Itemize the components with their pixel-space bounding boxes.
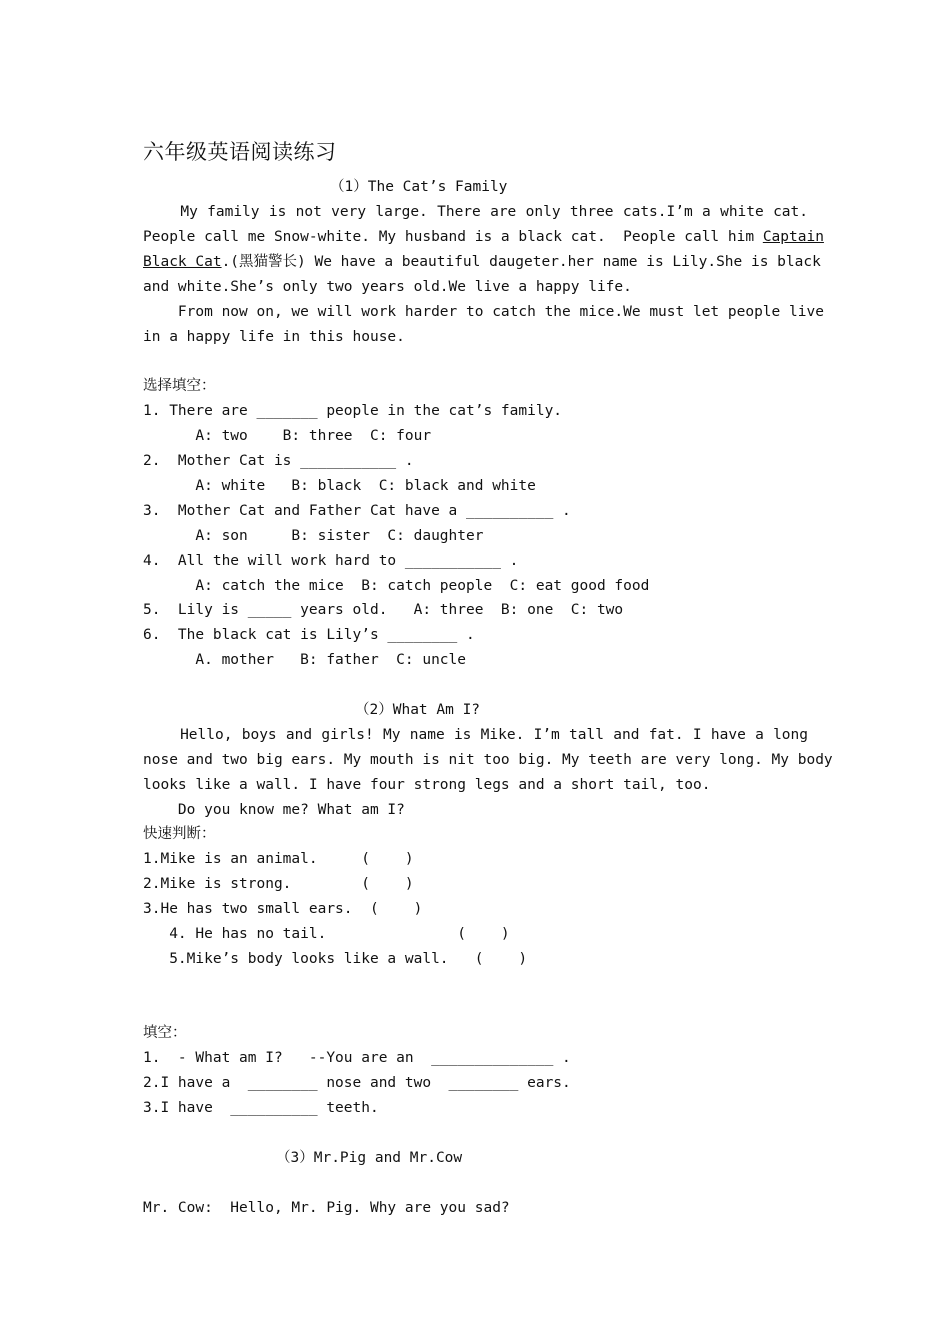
tf-question-2: 2.Mike is strong. ( ) [143,876,414,892]
question-4: 4. All the will work hard to ___________ . [143,553,519,569]
question-4-options: A: catch the mice B: catch people C: eat good food [143,578,650,594]
captain-underlined: Captain [762,229,824,245]
fill-question-3: 3.I have __________ teeth. [143,1100,379,1116]
fill-blank-label: 填空： [143,1025,187,1041]
section1-para1-line4: and white.She’s only two years old.We live a happy life. [143,279,632,295]
question-1: 1. There are _______ people in the cat’s family. [143,403,563,419]
section1-para1-line3 [143,252,821,272]
section2-heading: （2）What Am I? [355,702,481,718]
section1-para2-line1: From now on, we will work harder to catch the mice.We must let people live [143,304,824,320]
question-3: 3. Mother Cat and Father Cat have a __________ . [143,503,571,519]
question-2-options: A: white B: black C: black and white [143,478,536,494]
section2-para2: Do you know me? What am I? [143,802,405,818]
tf-question-5: 5.Mike’s body looks like a wall. ( ) [143,951,528,967]
tf-question-3: 3.He has two small ears. ( ) [143,901,423,917]
black-cat-underlined: Black Cat [143,254,222,270]
section1-para1-line2-text: People call me Snow-white. My husband is a black cat. People call him [143,229,763,245]
question-3-options: A: son B: sister C: daughter [143,528,484,544]
question-6: 6. The black cat is Lily’s ________ . [143,627,475,643]
section1-para1-line2 [143,227,824,247]
fill-question-1: 1. - What am I? --You are an ______________ . [143,1050,571,1066]
question-5: 5. Lily is _____ years old. A: three B: one C: two [143,602,624,618]
section3-heading: （3）Mr.Pig and Mr.Cow [276,1150,463,1166]
true-false-label: 快速判断： [143,826,216,842]
section2-para1-line2: nose and two big ears. My mouth is nit too big. My teeth are very long. My body [143,752,833,768]
question-1-options: A: two B: three C: four [143,428,432,444]
question-2: 2. Mother Cat is ___________ . [143,453,414,469]
section1-para1-line3-text: .(黑猫警长) We have a beautiful daugeter.her name is Lily.She is black [221,254,821,270]
section2-para1-line1: Hello, boys and girls! My name is Mike. I’m tall and fat. I have a long [143,727,808,743]
section1-para1-line1: My family is not very large. There are only three cats.I’m a white cat. [143,204,808,220]
dialogue-line-1: Mr. Cow: Hello, Mr. Pig. Why are you sad? [143,1200,510,1216]
section1-para2-line2: in a happy life in this house. [143,329,405,345]
multiple-choice-label: 选择填空： [143,378,216,394]
question-6-options: A. mother B: father C: uncle [143,652,467,668]
section2-para1-line3: looks like a wall. I have four strong legs and a short tail, too. [143,777,711,793]
tf-question-4: 4. He has no tail. ( ) [143,926,510,942]
tf-question-1: 1.Mike is an animal. ( ) [143,851,414,867]
page-title: 六年级英语阅读练习 [143,140,337,164]
section1-heading: （1）The Cat’s Family [330,179,508,195]
fill-question-2: 2.I have a ________ nose and two ________ ears. [143,1075,571,1091]
